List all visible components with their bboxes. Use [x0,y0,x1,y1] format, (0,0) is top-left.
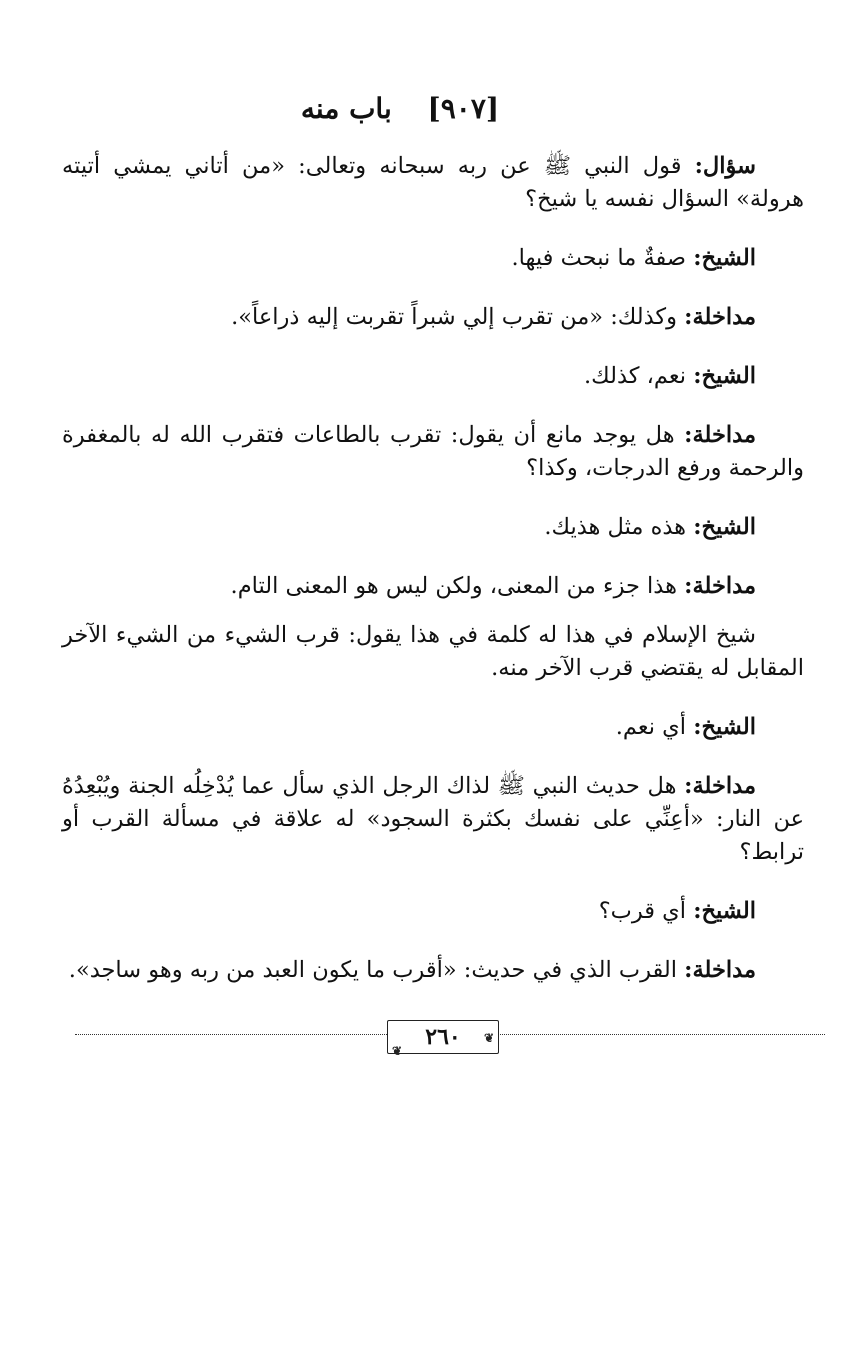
paragraph-text: شيخ الإسلام في هذا له كلمة في هذا يقول: قرب الشيء من الشيء الآخر المقابل له يقتضي قرب الآخر منه. [62,622,804,681]
speaker-label: مداخلة: [684,773,756,799]
answer-paragraph [62,511,804,544]
speaker-label: الشيخ: [693,714,756,740]
chapter-title [200,92,600,125]
page-body [62,150,804,1013]
answer-paragraph [62,711,804,744]
speaker-label: سؤال: [694,153,756,179]
question-paragraph [62,150,804,216]
chapter-number: [٩٠٧] [427,92,500,125]
paragraph-text: هل حديث النبي ﷺ لذاك الرجل الذي سأل عما يُدْخِلُه الجنة ويُبْعِدُهُ عن النار: «أعِنِّي على نفسك بكثرة السجود» له علاقة في مسألة القرب أو ترابط؟ [62,773,804,865]
paragraph-text: هذا جزء من المعنى، ولكن ليس هو المعنى التام. [230,573,677,599]
answer-paragraph [62,360,804,393]
answer-paragraph [62,242,804,275]
paragraph-text: القرب الذي في حديث: «أقرب ما يكون العبد من ربه وهو ساجد». [68,957,677,983]
speaker-label: مداخلة: [684,957,756,983]
interjection-paragraph [62,419,804,485]
speaker-label: الشيخ: [693,898,756,924]
answer-paragraph [62,895,804,928]
page-footer [75,1020,825,1060]
page-number-box [387,1020,499,1058]
paragraph-text: صفةٌ ما نبحث فيها. [511,245,687,271]
interjection-paragraph [62,570,804,603]
chapter-name: باب منه [300,92,392,125]
speaker-label: مداخلة: [684,573,756,599]
interjection-paragraph [62,770,804,869]
speaker-label: مداخلة: [684,304,756,330]
paragraph-text: هذه مثل هذيك. [544,514,687,540]
interjection-paragraph [62,954,804,987]
paragraph-text: هل يوجد مانع أن يقول: تقرب بالطاعات فتقرب الله له بالمغفرة والرحمة ورفع الدرجات، وكذا؟ [62,422,804,481]
page-number: ٢٦٠ [425,1024,461,1050]
speaker-label: الشيخ: [693,363,756,389]
paragraph-text: نعم، كذلك. [584,363,687,389]
speaker-label: الشيخ: [693,245,756,271]
corner-ornament-icon: ❦ [483,1031,494,1045]
paragraph-text: قول النبي ﷺ عن ربه سبحانه وتعالى: «من أتاني يمشي أتيته هرولة» السؤال نفسه يا شيخ؟ [62,153,804,212]
continuation-paragraph [62,619,804,685]
interjection-paragraph [62,301,804,334]
speaker-label: الشيخ: [693,514,756,540]
paragraph-text: أي نعم. [615,714,687,740]
paragraph-text: أي قرب؟ [598,898,687,924]
speaker-label: مداخلة: [684,422,756,448]
corner-ornament-icon: ❦ [392,1044,403,1058]
paragraph-text: وكذلك: «من تقرب إلي شبراً تقربت إليه ذراعاً». [231,304,677,330]
